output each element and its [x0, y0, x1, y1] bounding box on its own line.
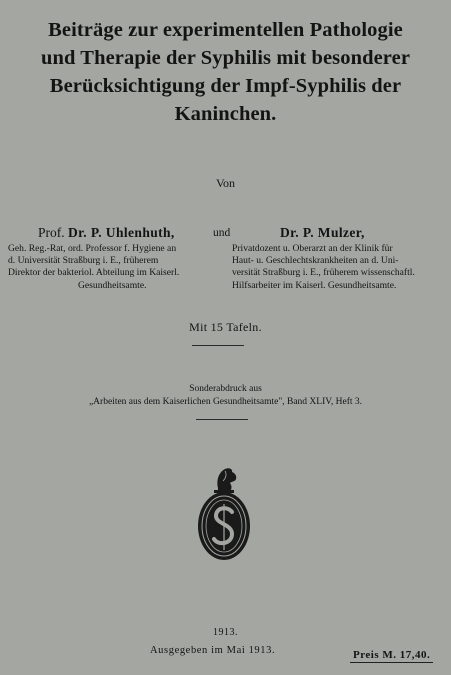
affiliation-line: Gesundheitsamte.	[78, 279, 147, 291]
title-line: Beiträge zur experimentellen Pathologie	[48, 19, 403, 41]
publication-year: 1913.	[213, 627, 238, 638]
offprint-note	[0, 383, 451, 409]
title-line: und Therapie der Syphilis mit besonderer	[40, 47, 411, 69]
title-line: Berücksichtigung der Impf-Syphilis der	[49, 75, 402, 97]
plates-note: Mit 15 Tafeln.	[189, 320, 262, 334]
author-1-name: Dr. P. Uhlenhuth,	[68, 225, 175, 240]
by-label: Von	[215, 176, 236, 190]
affiliation-line: versität Straßburg i. E., früherem wissenschaftl.	[232, 267, 415, 279]
author-2-affiliation	[232, 243, 442, 292]
author-1-affiliation	[8, 243, 208, 292]
affiliation-line: Hilfsarbeiter im Kaiserl. Gesundheitsamte.	[232, 279, 397, 291]
offprint-line: „Arbeiten aus dem Kaiserlichen Gesundheitsamte", Band XLIV, Heft 3.	[88, 397, 363, 407]
divider	[192, 345, 244, 346]
publisher-logo-icon	[192, 466, 256, 566]
affiliation-line: Geh. Reg.-Rat, ord. Professor f. Hygiene an	[8, 243, 177, 254]
author-1	[38, 225, 175, 241]
price-label: Preis M. 17,40.	[350, 649, 433, 663]
issue-date: Ausgegeben im Mai 1913.	[150, 645, 276, 656]
divider	[196, 419, 248, 420]
affiliation-line: Privatdozent u. Oberarzt an der Klinik für	[232, 243, 393, 254]
author-2	[280, 225, 365, 241]
title-line: Kaninchen.	[174, 103, 277, 125]
author-1-prefix: Prof.	[38, 225, 65, 240]
affiliation-line: Haut- u. Geschlechtskrankheiten an d. Uni-	[232, 255, 399, 267]
book-title	[0, 16, 451, 128]
offprint-line: Sonderabdruck aus	[189, 384, 262, 394]
affiliation-line: d. Universität Straßburg i. E., früherem	[8, 255, 159, 267]
author-2-name: Dr. P. Mulzer,	[280, 225, 365, 240]
and-label: und	[213, 227, 231, 239]
affiliation-line: Direktor der bakteriol. Abteilung im Kaiserl.	[8, 267, 180, 279]
